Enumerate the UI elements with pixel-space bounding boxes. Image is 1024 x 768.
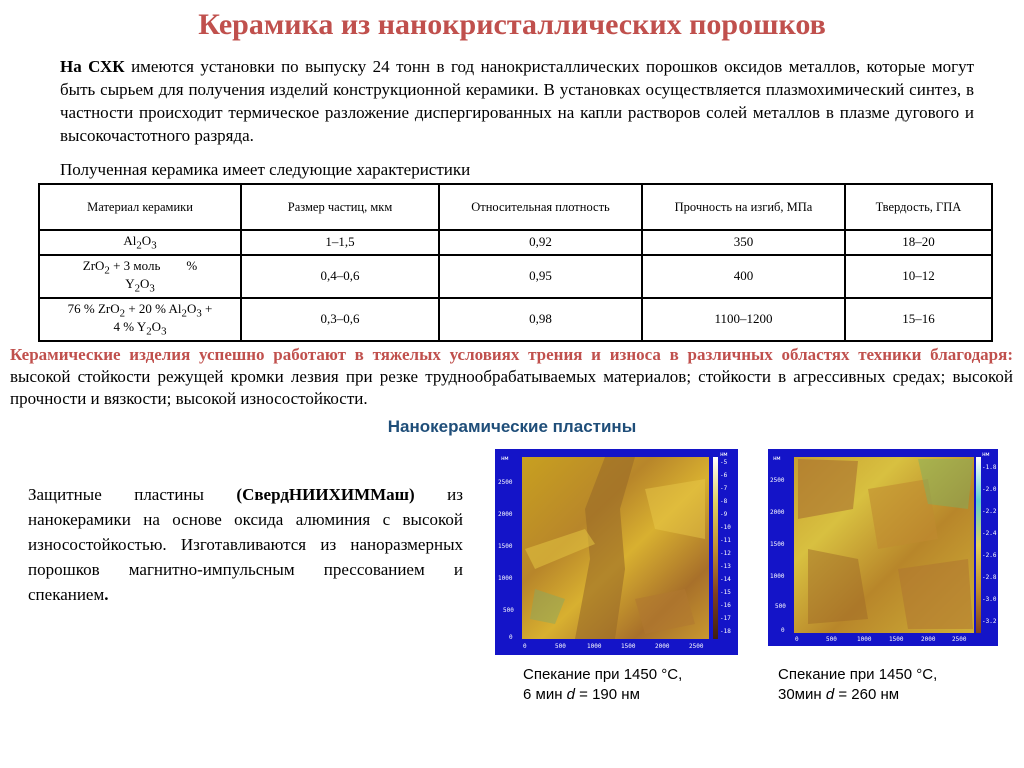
- intro-paragraph: [60, 55, 974, 147]
- colorbar-1: [713, 457, 718, 639]
- slide-title: Керамика из нанокристаллических порошков: [198, 8, 826, 41]
- cell-density: 0,92: [439, 230, 642, 255]
- cbar-tick: -11: [720, 537, 731, 544]
- cbar-tick: -3.2: [982, 618, 997, 625]
- caption-1-size: = 190 нм: [575, 686, 640, 703]
- cbar-tick: -17: [720, 615, 731, 622]
- x-tick: 500: [555, 643, 566, 650]
- cbar-tick: -5: [720, 459, 728, 466]
- cell-hardness: 10–12: [845, 255, 992, 298]
- y-tick: 500: [503, 607, 514, 614]
- plates-dot: .: [104, 585, 109, 604]
- x-tick: 2000: [921, 636, 936, 643]
- x-tick: 500: [826, 636, 837, 643]
- header-density: Относительная плотность: [439, 184, 642, 230]
- cbar-tick: -2.0: [982, 486, 997, 493]
- cell-hardness: 18–20: [845, 230, 992, 255]
- cbar-tick: -6: [720, 472, 728, 479]
- y-tick: 2500: [498, 479, 513, 486]
- afm-surface-1: [495, 449, 738, 655]
- cell-size: 0,4–0,6: [241, 255, 439, 298]
- cbar-tick: -7: [720, 485, 728, 492]
- caption-2-d: d: [825, 686, 835, 703]
- y-tick: 500: [775, 603, 786, 610]
- cbar-tick: -2.2: [982, 508, 997, 515]
- cell-size: 1–1,5: [241, 230, 439, 255]
- caption-1-line-2: [523, 685, 682, 705]
- plates-text-1: Защитные пластины: [28, 485, 237, 504]
- axis-unit-2: нм: [773, 455, 781, 462]
- table-row: [39, 255, 992, 298]
- y-tick: 2000: [770, 509, 785, 516]
- x-tick: 1500: [889, 636, 904, 643]
- caption-2-line-1: Спекание при 1450 °С,: [778, 666, 938, 683]
- caption-1-line-1: Спекание при 1450 °С,: [523, 666, 683, 683]
- cell-size: 0,3–0,6: [241, 298, 439, 341]
- cbar-tick: -3.0: [982, 596, 997, 603]
- x-tick: 0: [523, 643, 527, 650]
- plates-org: (СвердНИИХИММаш): [236, 485, 415, 504]
- y-tick: 1000: [770, 573, 785, 580]
- x-tick: 2000: [655, 643, 670, 650]
- caption-1-time: 6 мин: [523, 686, 567, 703]
- applications-lead: Керамические изделия успешно работают в тяжелых условиях трения и износа в различных областях техники благодаря:: [10, 345, 1013, 364]
- table-row: [39, 298, 992, 341]
- cell-material: 76 % ZrO$_2$ + 20 % $Al_2O_3$ + 4 % $Y_2O_3$: [39, 298, 241, 341]
- cbar-unit: нм: [720, 451, 728, 458]
- x-tick: 0: [795, 636, 799, 643]
- cbar-tick: -15: [720, 589, 731, 596]
- cbar-tick: -2.8: [982, 574, 997, 581]
- cbar-tick: -10: [720, 524, 731, 531]
- cbar-tick: -8: [720, 498, 728, 505]
- image-caption-1: [523, 665, 682, 705]
- axis-unit-1: нм: [501, 455, 509, 462]
- applications-text: высокой стойкости режущей кромки лезвия при резке труднообрабатываемых материалов; стойкости в агрессивных средах; высокой прочности и вязкости; высокой износостойкости.: [10, 367, 1013, 408]
- afm-surface-2: [768, 449, 998, 646]
- afm-image-2: [768, 449, 998, 646]
- cbar-tick: -2.4: [982, 530, 997, 537]
- y-tick: 0: [781, 627, 785, 634]
- intro-text: имеются установки по выпуску 24 тонн в год нанокристаллических порошков оксидов металлов, которые могут быть сырьем для получения изделий конструкционной керамики. В установках осуществляется плазмохимический синтез, в частности происходит термическое разложение диспергированных на капли растворов солей металлов в плазме дугового и высокочастотного разряда.: [60, 57, 974, 145]
- header-material: Материал керамики: [39, 184, 241, 230]
- cell-material: $Al_2O_3$: [39, 230, 241, 255]
- cbar-tick: -2.6: [982, 552, 997, 559]
- cbar-tick: -9: [720, 511, 728, 518]
- cbar-tick: -14: [720, 576, 731, 583]
- caption-2-size: = 260 нм: [834, 686, 900, 703]
- header-size: Размер частиц, мкм: [241, 184, 439, 230]
- cell-strength: 1100–1200: [642, 298, 845, 341]
- properties-table: [38, 183, 993, 342]
- cell-density: 0,98: [439, 298, 642, 341]
- section-subtitle: Нанокерамические пластины: [387, 417, 637, 436]
- cbar-tick: -18: [720, 628, 731, 635]
- x-tick: 2500: [952, 636, 967, 643]
- plates-text-2: из нанокерамики на основе оксида алюминия с высокой износостойкостью. Изготавливаются из наноразмерных порошков магнитно-импульсным прессованием и спеканием: [28, 485, 463, 604]
- y-tick: 1000: [498, 575, 513, 582]
- cell-strength: 350: [642, 230, 845, 255]
- cbar-tick: -12: [720, 550, 731, 557]
- cell-density: 0,95: [439, 255, 642, 298]
- x-tick: 1500: [621, 643, 636, 650]
- y-tick: 2500: [770, 477, 785, 484]
- cell-material: ZrO$_2$ + 3 моль % $Y_2O_3$: [39, 255, 241, 298]
- y-tick: 2000: [498, 511, 513, 518]
- x-tick: 1000: [587, 643, 602, 650]
- cbar-tick: -13: [720, 563, 731, 570]
- cell-hardness: 15–16: [845, 298, 992, 341]
- plates-paragraph: [28, 482, 463, 607]
- table-header-row: [39, 184, 992, 230]
- cbar-tick: -1.8: [982, 464, 997, 471]
- caption-1-d: d: [566, 686, 575, 703]
- x-tick: 2500: [689, 643, 704, 650]
- y-tick: 1500: [498, 543, 513, 550]
- applications-paragraph: [10, 344, 1013, 410]
- caption-2-line-2: [778, 685, 937, 705]
- afm-image-1: [495, 449, 738, 655]
- y-tick: 1500: [770, 541, 785, 548]
- y-tick: 0: [509, 634, 513, 641]
- header-hardness: Твердость, ГПА: [845, 184, 992, 230]
- image-caption-2: [778, 665, 937, 705]
- cbar-tick: -16: [720, 602, 731, 609]
- cbar-unit: нм: [982, 451, 990, 458]
- x-tick: 1000: [857, 636, 872, 643]
- table-intro: Полученная керамика имеет следующие характеристики: [60, 160, 471, 179]
- cell-strength: 400: [642, 255, 845, 298]
- colorbar-2: [976, 457, 981, 633]
- caption-2-time: 30мин: [778, 686, 826, 703]
- intro-lead: На СХК: [60, 57, 125, 76]
- header-strength: Прочность на изгиб, МПа: [642, 184, 845, 230]
- table-row: [39, 230, 992, 255]
